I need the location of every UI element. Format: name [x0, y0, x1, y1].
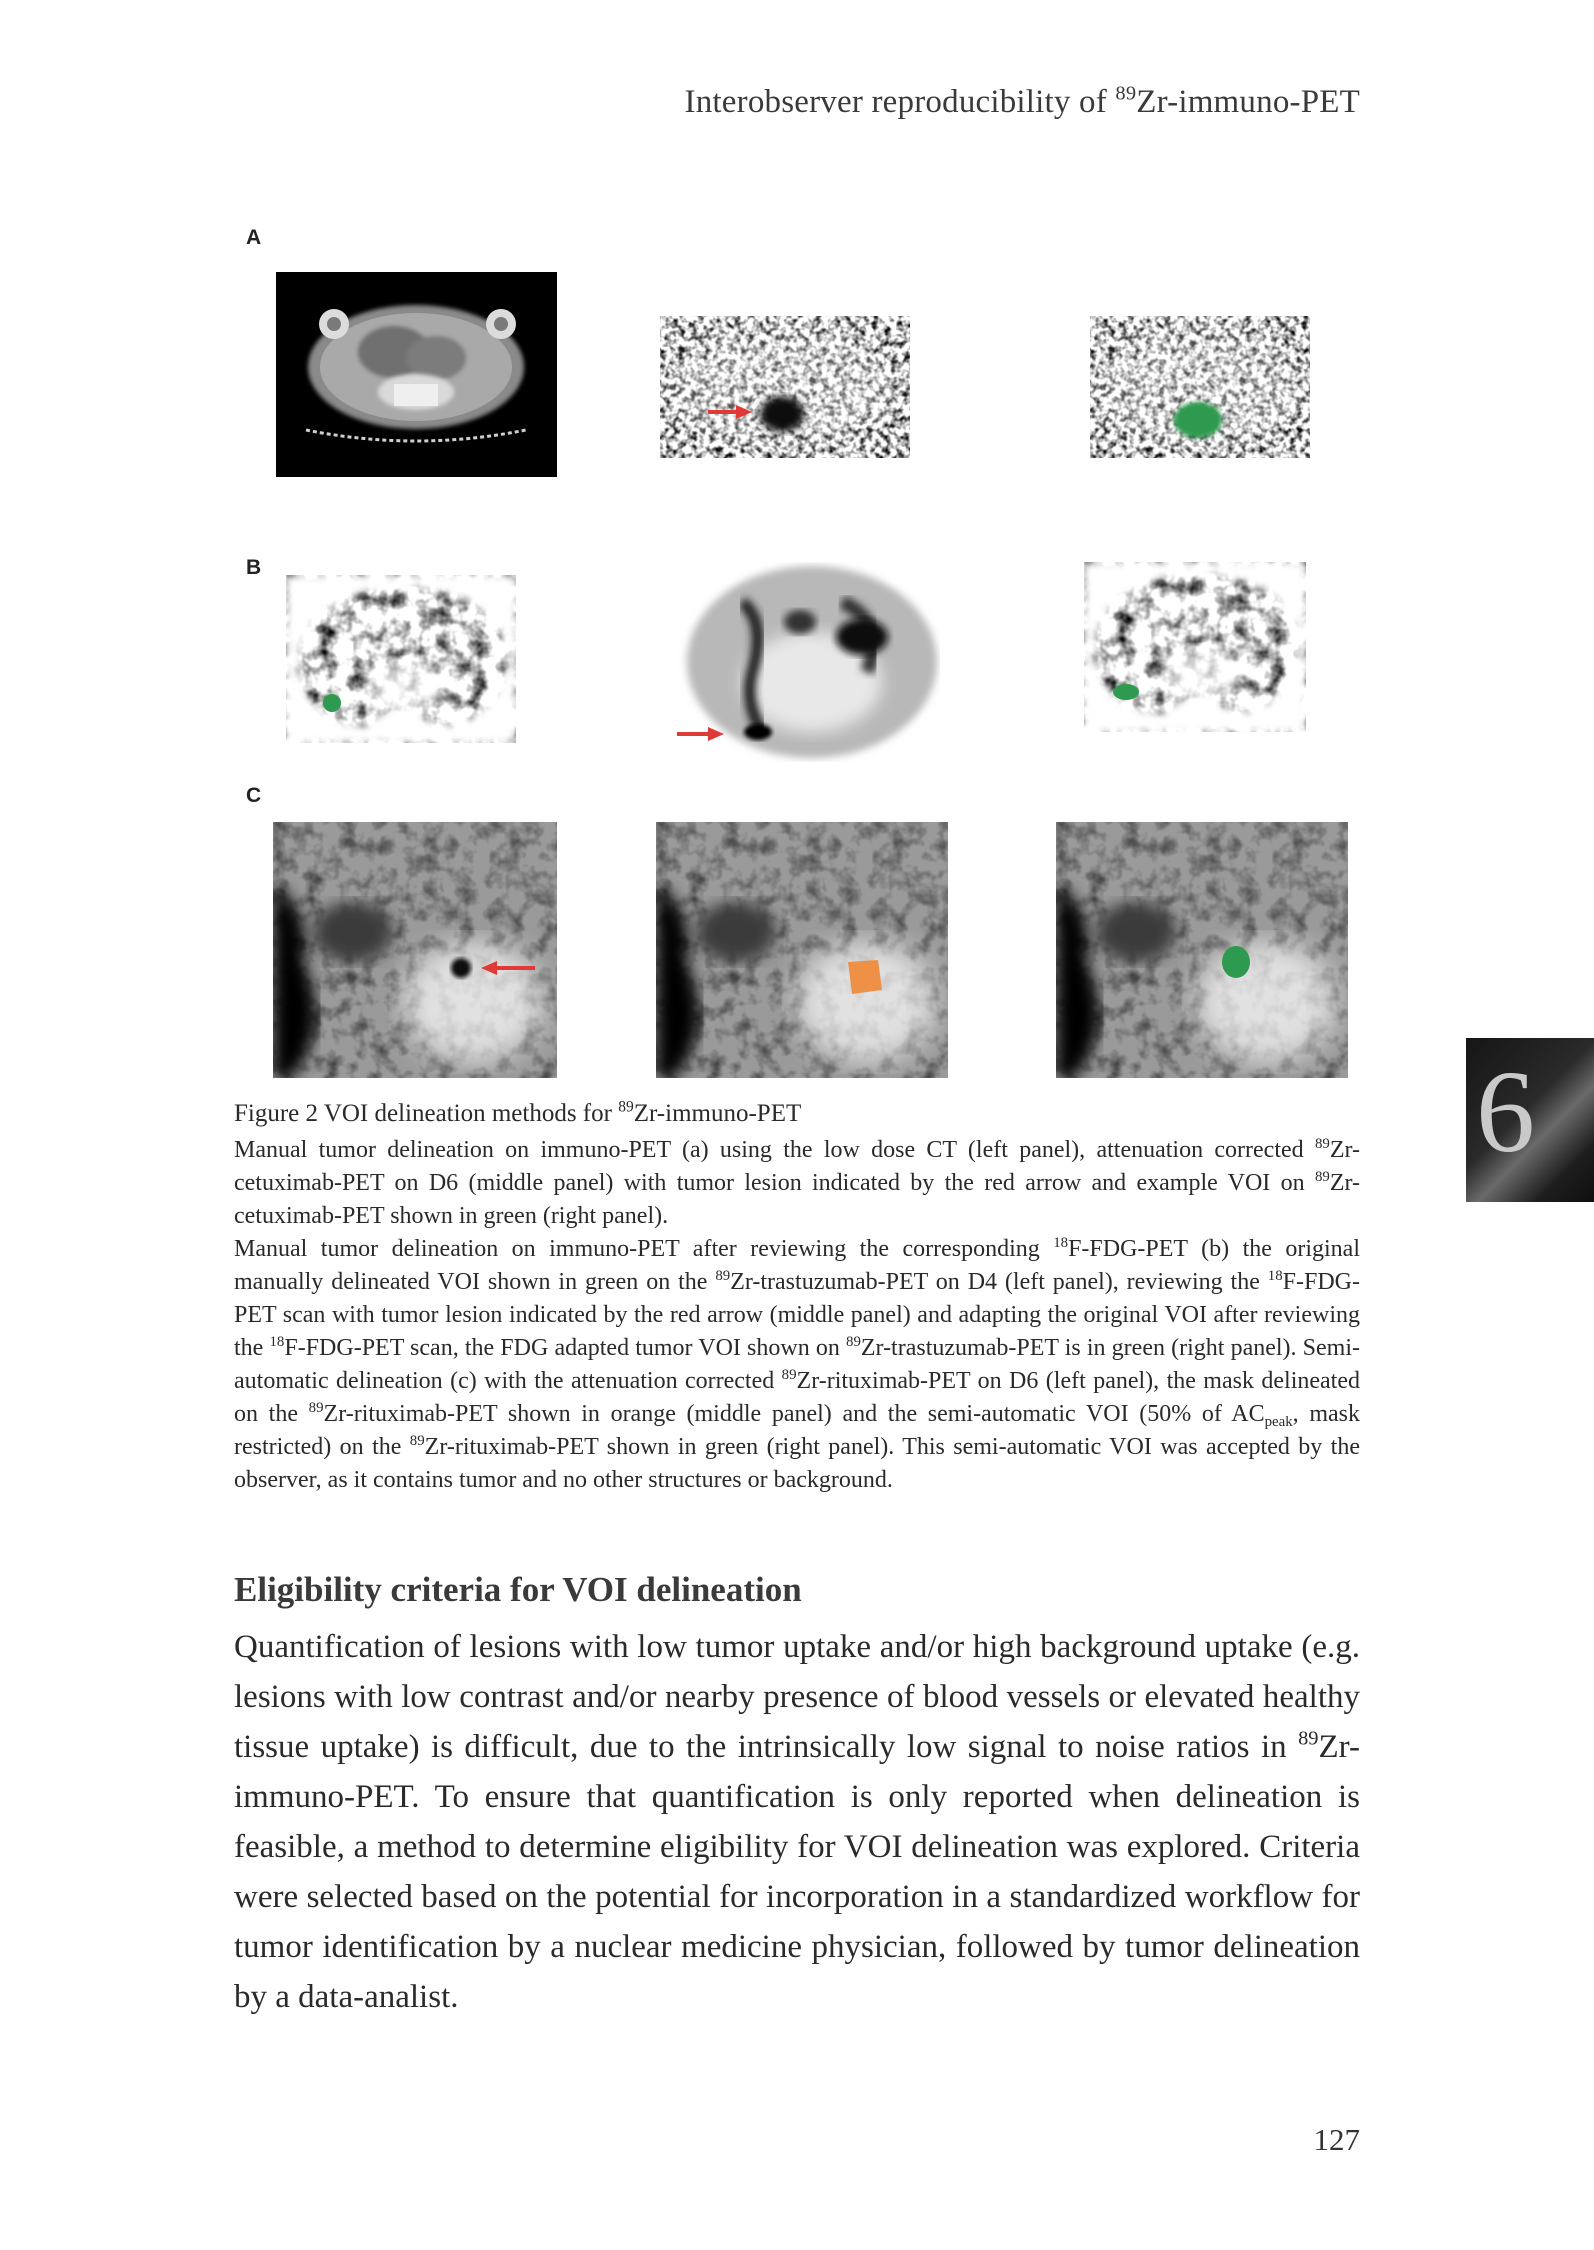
panel-label-c: C	[246, 784, 262, 807]
panel-label-a: A	[246, 226, 262, 249]
caption-paragraph: Manual tumor delineation on immuno-PET (a) using the low dose CT (left panel), attenuation corrected $^{89}$Zr-cetuximab-PET on D6 (middle panel) with tumor lesion indicated by the red arrow and example VOI on $^{89}$Zr-cetuximab-PET shown in green (right panel).	[234, 1135, 1360, 1229]
panel-b-trastuzumab-pet	[286, 575, 516, 743]
panel-a-cetuximab-pet	[660, 316, 910, 458]
panel-c-rituximab-pet	[273, 822, 557, 1078]
caption-paragraph: Manual tumor delineation on immuno-PET after reviewing the corresponding $^{18}$F-FDG-PET (b) the original manually delineated VOI shown in green on the $^{89}$Zr-trastuzumab-PET on D4 (left panel), reviewing the $^{18}$F-FDG-PET scan with tumor lesion indicated by the red arrow (middle panel) and adapting the original VOI after reviewing the $^{18}$F-FDG-PET scan, the FDG adapted tumor VOI shown on $^{89}$Zr-trastuzumab-PET is in green (right panel). Semi-automatic delineation (c) with the attenuation corrected $^{89}$Zr-rituximab-PET on D6 (left panel), the mask delineated on the $^{89}$Zr-rituximab-PET shown in orange (middle panel) and the semi-automatic VOI (50% of $AC_{peak}$, mask restricted) on the $^{89}$Zr-rituximab-PET shown in green (right panel). This semi-automatic VOI was accepted by the observer, as it contains tumor and no other structures or background.	[234, 1234, 1360, 1493]
figure-caption-body	[234, 1134, 1360, 1497]
page-number: 127	[1313, 2122, 1360, 2157]
panel-a-voi-green	[1090, 316, 1310, 458]
section-heading: Eligibility criteria for VOI delineation	[234, 1570, 802, 1609]
panel-b-fdg-pet	[672, 562, 940, 762]
running-header: Interobserver reproducibility of $^{89}$Zr-immuno-PET	[684, 82, 1360, 120]
chapter-number: 6	[1476, 1046, 1535, 1177]
figure-caption-title: Figure 2 VOI delineation methods for $^{89}$Zr-immuno-PET	[234, 1098, 802, 1127]
panel-c-orange-mask	[656, 822, 948, 1078]
chapter-tab	[1466, 1038, 1594, 1202]
figure-caption	[234, 1100, 1360, 1497]
panel-b-fdg-adapted-voi	[1084, 562, 1306, 732]
panel-a-low-dose-ct	[276, 272, 557, 477]
panel-label-b: B	[246, 556, 262, 579]
body-paragraph: Quantification of lesions with low tumor uptake and/or high background uptake (e.g. lesions with low contrast and/or nearby presence of blood vessels or elevated healthy tissue uptake) is difficult, due to the intrinsically low signal to noise ratios in $^{89}$Zr-immuno-PET. To ensure that quantification is only reported when delineation is feasible, a method to determine eligibility for VOI delineation was explored. Criteria were selected based on the potential for incorporation in a standardized workflow for tumor identification by a nuclear medicine physician, followed by tumor delineation by a data-analist.	[234, 1629, 1360, 2015]
panel-c-semi-automatic-voi	[1056, 822, 1348, 1078]
